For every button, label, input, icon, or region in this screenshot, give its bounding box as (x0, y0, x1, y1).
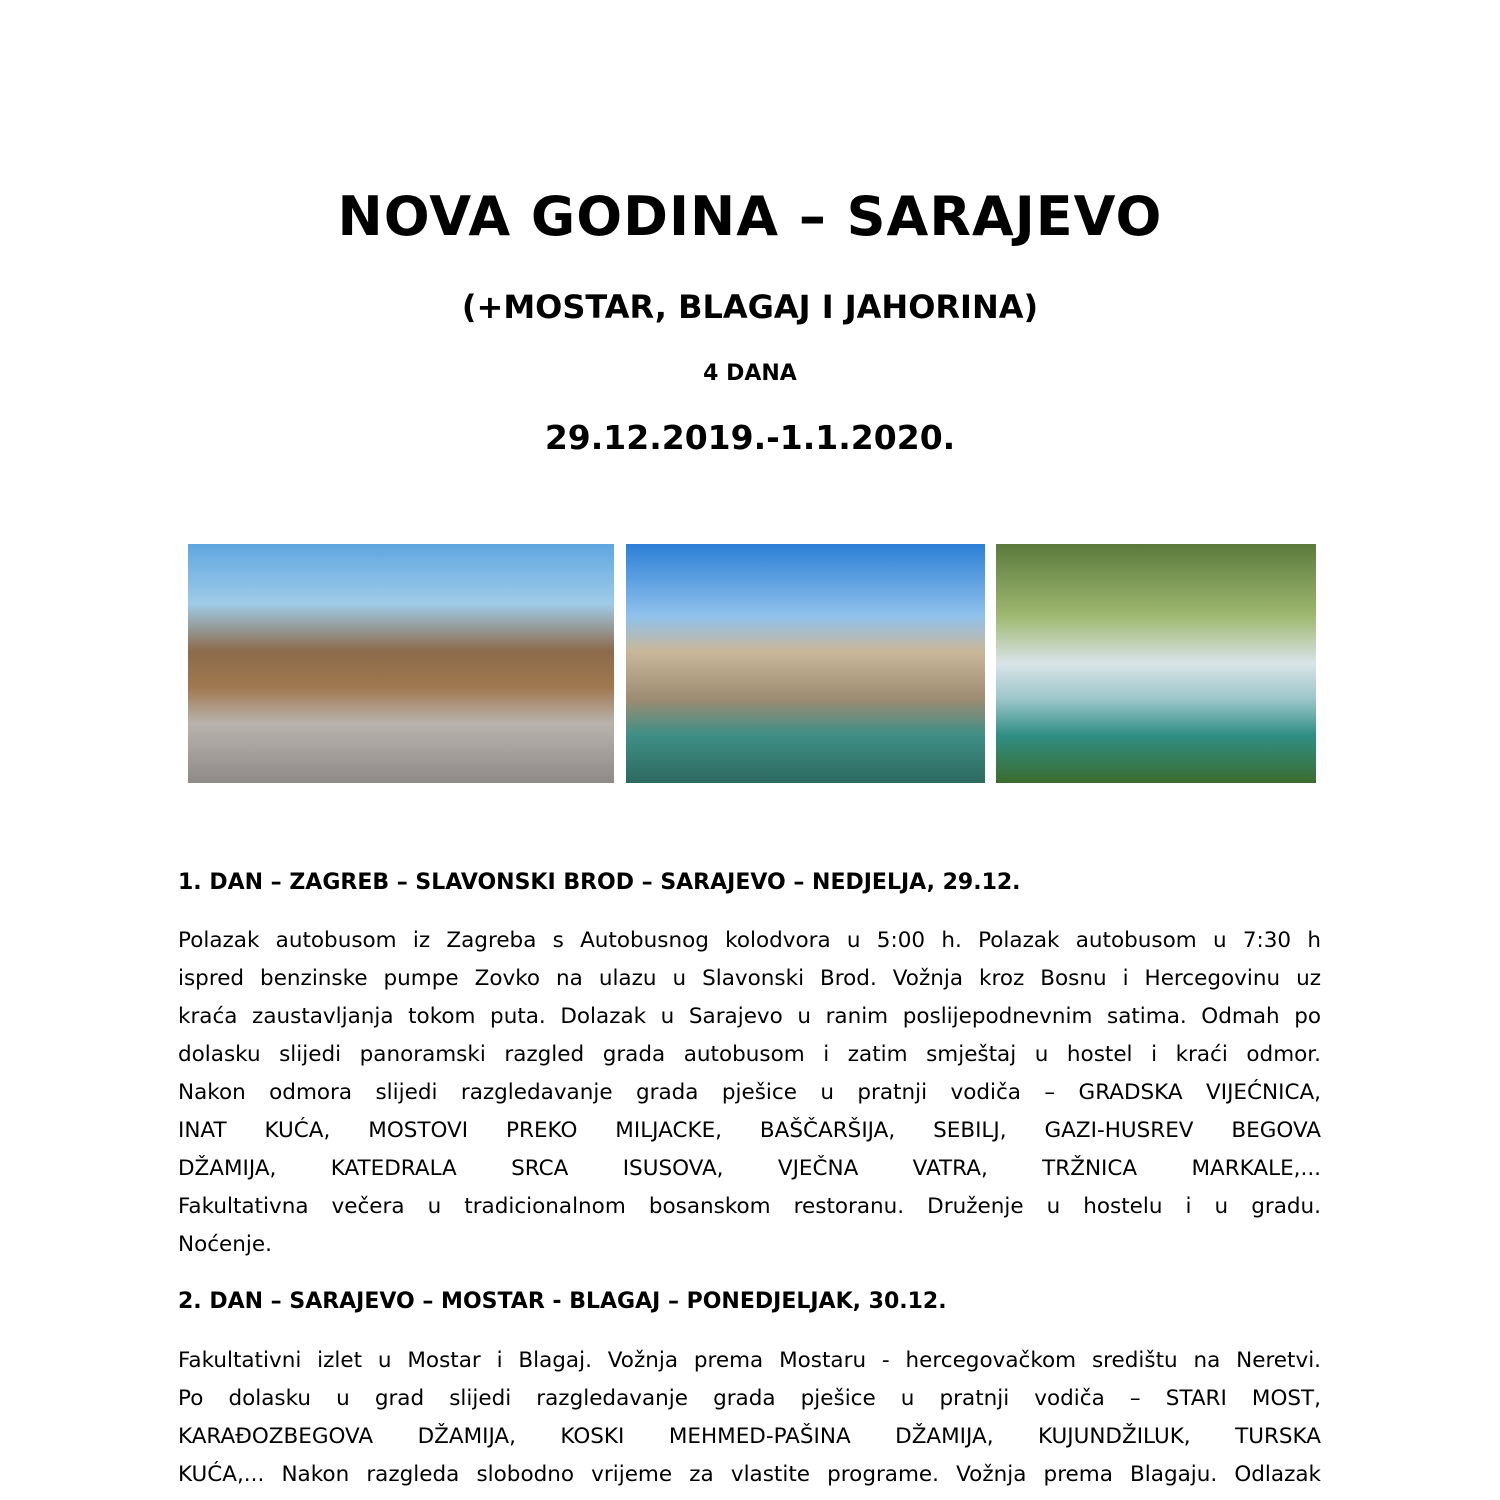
day-1-heading: 1. DAN – ZAGREB – SLAVONSKI BROD – SARAJEVO – NEDJELJA, 29.12. (178, 870, 1021, 895)
text-line: Noćenje. (178, 1232, 272, 1257)
document-title: NOVA GODINA – SARAJEVO (337, 185, 1163, 248)
text-line: dolasku slijedi panoramski razgled grada autobusom i zatim smještaj u hostel i kraći odmor. (178, 1042, 1321, 1067)
trip-duration: 4 DANA (703, 361, 797, 386)
text-line: KARAĐOZBEGOVA DŽAMIJA, KOSKI MEHMED-PAŠINA DŽAMIJA, KUJUNDŽILUK, TURSKA (178, 1424, 1321, 1449)
day-2-description (178, 1342, 1321, 1494)
text-line: Fakultativna večera u tradicionalnom bosanskom restoranu. Druženje u hostelu i u gradu. (178, 1194, 1321, 1219)
text-line: DŽAMIJA, KATEDRALA SRCA ISUSOVA, VJEČNA VATRA, TRŽNICA MARKALE,... (178, 1156, 1321, 1181)
day-1-description (178, 922, 1321, 1264)
day-2-heading: 2. DAN – SARAJEVO – MOSTAR - BLAGAJ – PONEDJELJAK, 30.12. (178, 1289, 947, 1314)
text-line: ispred benzinske pumpe Zovko na ulazu u Slavonski Brod. Vožnja kroz Bosnu i Hercegovinu uz (178, 966, 1321, 991)
blagaj-river-photo (996, 544, 1316, 783)
text-line: KUĆA,... Nakon razgleda slobodno vrijeme za vlastite programe. Vožnja prema Blagaju. Odlazak (178, 1462, 1321, 1487)
text-line: kraća zaustavljanja tokom puta. Dolazak u Sarajevo u ranim poslijepodnevnim satima. Odmah po (178, 1004, 1321, 1029)
trip-dates: 29.12.2019.-1.1.2020. (544, 418, 956, 457)
text-line: Nakon odmora slijedi razgledavanje grada pješice u pratnji vodiča – GRADSKA VIJEĆNICA, (178, 1080, 1321, 1105)
text-line: Polazak autobusom iz Zagreba s Autobusnog kolodvora u 5:00 h. Polazak autobusom u 7:30 h (178, 928, 1321, 953)
sarajevo-sebilj-photo (188, 544, 614, 783)
document-subtitle: (+MOSTAR, BLAGAJ I JAHORINA) (461, 288, 1039, 326)
text-line: INAT KUĆA, MOSTOVI PREKO MILJACKE, BAŠČARŠIJA, SEBILJ, GAZI-HUSREV BEGOVA (178, 1118, 1321, 1143)
mostar-bridge-photo (626, 544, 985, 783)
text-line: Fakultativni izlet u Mostar i Blagaj. Vožnja prema Mostaru - hercegovačkom središtu na Neretvi. (178, 1348, 1321, 1373)
text-line: Po dolasku u grad slijedi razgledavanje grada pješice u pratnji vodiča – STARI MOST, (178, 1386, 1321, 1411)
